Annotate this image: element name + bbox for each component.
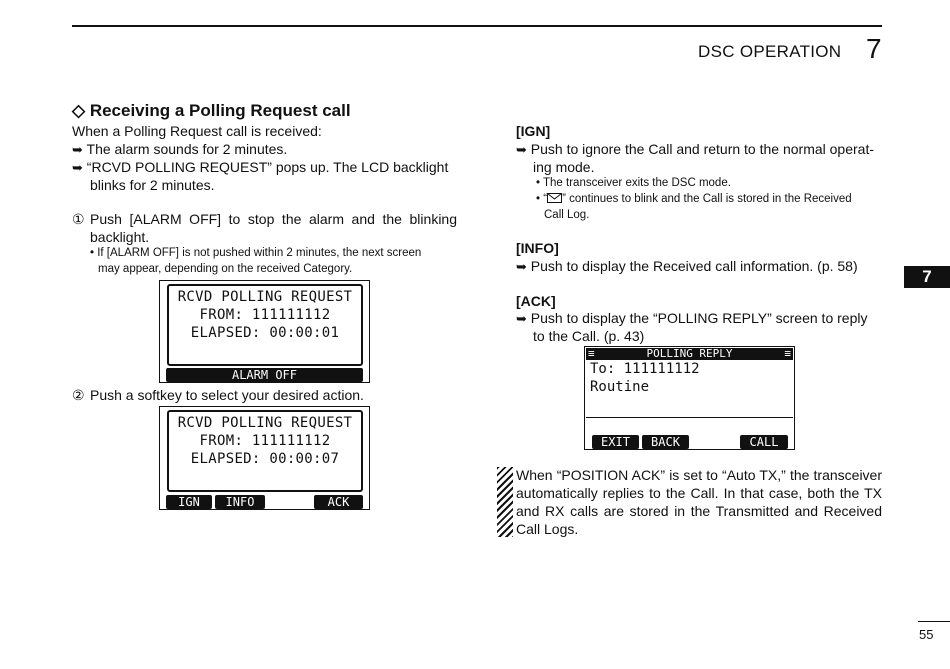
step1-text: Push [ALARM OFF] to stop the alarm and the blinking (90, 211, 457, 227)
lcd-display-area (167, 284, 363, 366)
lcd-line-from: FROM: 111111112 (199, 307, 331, 323)
arrow-icon: ➥ (72, 142, 83, 157)
lcd-screen-alarm (159, 280, 370, 383)
lcd-line-elapsed: ELAPSED: 00:00:07 (190, 451, 340, 467)
ack-softkey[interactable]: ACK (314, 495, 363, 509)
call-softkey[interactable]: CALL (740, 435, 788, 449)
intro-text: When a Polling Request call is received: (72, 123, 322, 139)
arrow-icon: ➥ (516, 142, 527, 157)
note-text-3: and RX calls are stored in the Transmitted and Received (516, 503, 882, 519)
step2-text: Push a softkey to select your desired action. (90, 387, 364, 403)
ign-note-exit: • The transceiver exits the DSC mode. (536, 177, 731, 189)
ign-note-log-cont: Call Log. (544, 209, 590, 221)
lcd-display-area (167, 410, 363, 492)
ign-text-line: Push to ignore the Call and return to the normal operat- (530, 141, 874, 157)
lcd-title: POLLING REPLY (646, 347, 733, 360)
info-softkey[interactable]: INFO (215, 495, 265, 509)
step1-text-cont: backlight. (90, 229, 150, 245)
bullet-popup-text: “RCVD POLLING REQUEST” pops up. The LCD backlight (86, 159, 449, 175)
ign-label: [IGN] (516, 123, 551, 139)
envelope-icon (547, 193, 562, 203)
ack-text (516, 309, 882, 328)
arrow-icon: ➥ (516, 311, 527, 326)
note-text: When “POSITION ACK” is set to “Auto TX,” the transceiver (516, 467, 882, 483)
exit-softkey[interactable]: EXIT (592, 435, 639, 449)
note-text-4: Call Logs. (516, 521, 579, 537)
lcd-line-title: RCVD POLLING REQUEST (177, 415, 353, 431)
bullet-popup-cont: blinks for 2 minutes. (90, 177, 215, 193)
ign-text (516, 140, 874, 159)
lcd-divider (586, 417, 793, 418)
lcd-softkey-bar (166, 368, 363, 382)
lcd-screen-request (159, 406, 370, 510)
info-text (516, 257, 858, 276)
step1-note: • If [ALARM OFF] is not pushed within 2 minutes, the next screen (90, 247, 422, 259)
step2-number: ② (72, 387, 85, 403)
top-rule (72, 25, 882, 27)
lcd-softkey-bar (166, 495, 363, 509)
info-label: [INFO] (516, 240, 559, 256)
bullet-alarm-text: The alarm sounds for 2 minutes. (86, 141, 288, 157)
step1-number: ① (72, 211, 85, 227)
heading-text: Receiving a Polling Request call (89, 101, 351, 120)
ign-text-cont: ing mode. (533, 159, 595, 175)
back-softkey[interactable]: BACK (642, 435, 689, 449)
note-text-2: automatically replies to the Call. In that case, both the TX (516, 485, 882, 501)
info-text-line: Push to display the Received call information. (p. 58) (530, 258, 858, 274)
lcd-screen-polling-reply (584, 346, 795, 450)
menu-icon: ≡ (784, 347, 791, 360)
step1-note-cont: may appear, depending on the received Category. (98, 263, 353, 275)
ack-label: [ACK] (516, 293, 556, 309)
alarm-off-softkey[interactable]: ALARM OFF (166, 368, 363, 382)
ack-text-line: Push to display the “POLLING REPLY” screen to reply (530, 310, 868, 326)
section-heading (72, 101, 351, 121)
section-title: DSC OPERATION (698, 42, 842, 61)
lcd-line-elapsed: ELAPSED: 00:00:01 (190, 325, 340, 341)
lcd-line-title: RCVD POLLING REQUEST (177, 289, 353, 305)
lcd-line-to: To: 111111112 (590, 361, 700, 377)
ign-softkey[interactable]: IGN (166, 495, 212, 509)
chapter-number: 7 (866, 33, 882, 64)
chapter-tab: 7 (904, 266, 950, 288)
lcd-line-category: Routine (590, 379, 650, 395)
ign-note-log (536, 191, 852, 207)
diamond-icon: ◇ (72, 101, 86, 120)
ign-note-log-text: ” continues to blink and the Call is stored in the Received (562, 193, 852, 205)
ign-note-quote-open: • “ (536, 193, 548, 205)
bullet-popup (72, 158, 448, 177)
menu-icon: ≡ (588, 347, 595, 360)
ack-text-cont: to the Call. (p. 43) (533, 328, 645, 344)
arrow-icon: ➥ (516, 259, 527, 274)
lcd-softkey-bar (592, 435, 787, 449)
page-number: 55 (919, 627, 934, 642)
lcd-title-bar (586, 348, 793, 360)
lcd-line-from: FROM: 111111112 (199, 433, 331, 449)
page-number-rule (918, 621, 950, 622)
note-hatch-icon (497, 467, 513, 537)
bullet-alarm (72, 140, 287, 159)
arrow-icon: ➥ (72, 160, 83, 175)
